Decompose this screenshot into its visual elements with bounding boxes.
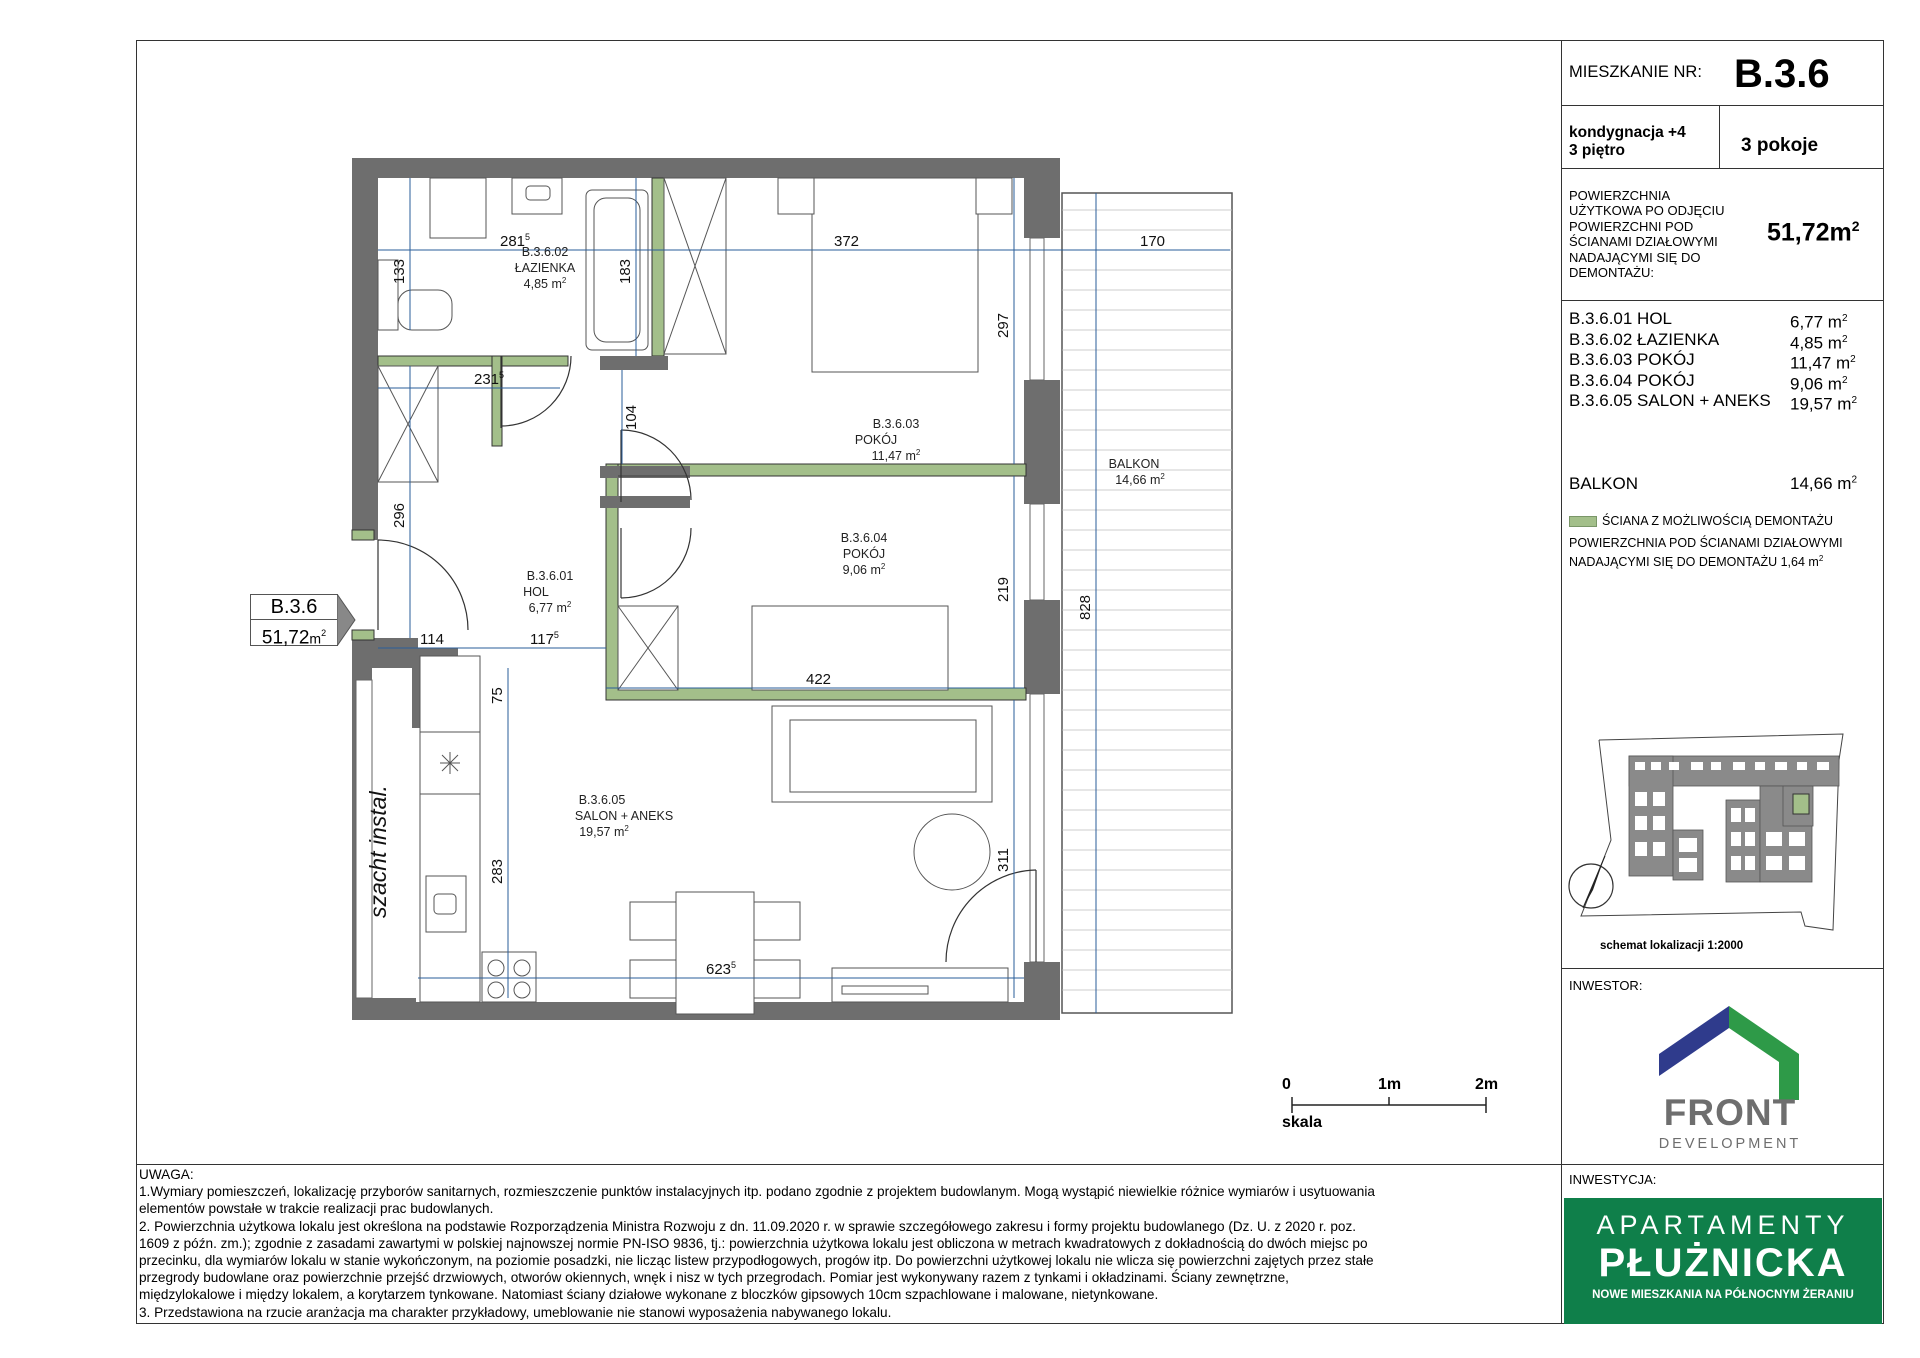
dim-311: 311 [995, 848, 1012, 872]
legend-partition: POWIERZCHNIA POD ŚCIANAMI DZIAŁOWYMI NADAJĄCYMI SIĘ DO DEMONTAŻU 1,64 $m^2$ [1569, 536, 1843, 570]
apartment-label: MIESZKANIE NR: [1569, 63, 1702, 81]
room-id-bathroom: B.3.6.02 [521, 245, 569, 259]
kitchen-counter [420, 656, 536, 1002]
legend-swatch [1569, 516, 1597, 527]
room-row: B.3.6.04 POKÓJ 9,06 $m^2$ [1569, 370, 1848, 394]
room-area-bathroom: 4,85 $m^2$ [523, 276, 567, 291]
note-line: 3. Przedstawiona na rzucie aranżacja ma charakter przykładowy, umeblowanie nie stanowi wyposażenia nabywanego lokalu. [139, 1304, 892, 1320]
room-name-bathroom: ŁAZIENKA [514, 261, 576, 275]
usable-area-value: $51,72m^2$ [1767, 218, 1860, 247]
note-line: przegrody budowlane oraz powierzchnie przejść drzwiowych, otworów okiennych, wnęk i nisz w tych przegrodach. Pomiar jest wykonywany razem z tynkami i okładzinami. Ściany zewnętrzne, [139, 1270, 1289, 1286]
usable-area-line: NADAJĄCYMI SIĘ DO [1569, 249, 1701, 265]
dim-183: 183 [617, 258, 634, 284]
bedroom-2-furniture [618, 606, 948, 690]
dim-297: 297 [995, 312, 1012, 338]
room-area-bedroom1: 11,47 $m^2$ [871, 448, 921, 463]
entry-tag-number: B.3.6 [251, 595, 337, 620]
site-plan-caption: schemat lokalizacji 1:2000 [1600, 940, 1744, 952]
entry-tag-area: $51,72m^2$ [261, 627, 327, 649]
room-area-balcony: 14,66 $m^2$ [1115, 472, 1165, 487]
room-id-hall: B.3.6.01 [526, 569, 574, 583]
investment-line1: APARTAMENTY [1596, 1210, 1850, 1240]
balcony-row: BALKON 14,66 $m^2$ [1569, 474, 1857, 493]
floor-line2: 3 piętro [1569, 142, 1625, 159]
panel-line [1561, 968, 1884, 969]
dim-296: 296 [391, 502, 408, 528]
room-row: B.3.6.05 SALON + ANEKS 19,57 $m^2$ [1569, 391, 1857, 414]
note-line: elementów powstałe w trakcie realizacji prac budowlanych. [139, 1201, 494, 1217]
room-area-bedroom2: 9,06 $m^2$ [842, 562, 886, 577]
scale-label: skala [1282, 1114, 1323, 1131]
usable-area-line: ŚCIANAMI DZIAŁOWYMI [1569, 234, 1718, 250]
legend-wall-label: ŚCIANA Z MOŻLIWOŚCIĄ DEMONTAŻU [1602, 514, 1834, 528]
dim-75: 75 [489, 687, 506, 704]
dim-281: $281^5$ [500, 232, 531, 250]
investor-sub: DEVELOPMENT [1658, 1136, 1802, 1152]
usable-area-line: POWIERZCHNIA [1569, 188, 1671, 203]
room-id-living: B.3.6.05 [578, 793, 626, 807]
scale-tick-1m: 1m [1378, 1076, 1402, 1093]
dim-170: 170 [1140, 233, 1166, 250]
dim-114: 114 [420, 631, 444, 648]
dim-283: 283 [489, 858, 506, 884]
shaft-label: szacht instal. [365, 785, 391, 918]
bathroom-fixtures [378, 178, 726, 482]
panel-line [1561, 1164, 1884, 1165]
dim-231: $231^5$ [474, 370, 505, 388]
floor-info [1569, 124, 1686, 160]
rooms-count: 3 pokoje [1741, 135, 1819, 156]
usable-area-description [1569, 188, 1725, 280]
front-logo-icon [1655, 1000, 1805, 1100]
notes [139, 1166, 1557, 1321]
investment-logo [1564, 1198, 1882, 1324]
investment-label: INWESTYCJA: [1569, 1172, 1657, 1187]
floor-plan [230, 150, 1280, 1030]
entry-tag [250, 594, 338, 649]
room-name-hall: HOL [523, 585, 549, 599]
usable-area-line: UŻYTKOWA PO ODJĘCIU [1569, 203, 1725, 219]
room-list [1569, 309, 1869, 412]
dim-104: 104 [623, 404, 640, 430]
dim-219: 219 [995, 576, 1012, 602]
investment-line2: PŁUŻNICKA [1598, 1241, 1848, 1285]
panel-line [1561, 168, 1884, 169]
panel-line [1719, 105, 1720, 168]
investment-line3: NOWE MIESZKANIA NA PÓŁNOCNYM ŻERANIU [1592, 1289, 1854, 1301]
usable-area-line: POWIERZCHNI POD [1569, 218, 1694, 234]
room-name-bedroom1: POKÓJ [854, 433, 898, 447]
note-line: międzylokalowe i między lokalem, a korytarzem tynkowane. Natomiast ściany działowe wykonane z bloczków gipsowych 10cm szpachlowane i malowane, nietynkowane. [139, 1287, 1159, 1303]
panel-line [1561, 300, 1884, 301]
room-id-bedroom1: B.3.6.03 [872, 417, 920, 431]
note-line: 1.Wymiary pomieszczeń, lokalizację przyborów sanitarnych, rozmieszczenie punktów instalacyjnych itp. podano zgodnie z projektem budowlanym. Mogą wystąpić niewielkie różnice wymiarów i usytuowania [139, 1184, 1375, 1200]
note-line: 1609 z późn. zm.); zgodnie z zasadami zawartymi w polskiej najnowszej normie PN-ISO 9836, tj.: powierzchnia użytkowa lokalu jest obliczona w metrach kwadratowych z dokładnością do dwóch miejsc po [139, 1235, 1368, 1251]
room-name-living: SALON + ANEKS [574, 809, 674, 823]
dim-117: $117^5$ [530, 630, 559, 648]
note-line: przecinku, dla wymiarów lokalu w stanie wykończonym, na poziomie posadzki, nie licząc listew przypodłogowych, progów itp. Do powierzchni użytkowej lokalu nie wlicza się powierzchni zajętych przez stałe [139, 1253, 1374, 1269]
note-line: 2. Powierzchnia użytkowa lokalu jest określona na podstawie Rozporządzenia Ministra Rozwoju z dn. 11.09.2020 r. w sprawie szczegółowego zakresu i formy projektu budowlanego (Dz. U. z 2020 r. poz. [139, 1218, 1357, 1234]
room-name-balcony: BALKON [1108, 457, 1160, 471]
notes-divider [136, 1164, 1561, 1165]
room-row: B.3.6.02 ŁAZIENKA 4,85 $m^2$ [1569, 329, 1848, 353]
living-furniture [630, 706, 1008, 1014]
room-row: B.3.6.03 POKÓJ 11,47 $m^2$ [1569, 350, 1856, 373]
investor-brand: FRONT [1663, 1092, 1797, 1133]
room-row: B.3.6.01 HOL 6,77 $m^2$ [1569, 309, 1848, 332]
panel-divider [1561, 40, 1562, 1324]
room-area-hall: 6,77 $m^2$ [528, 600, 572, 615]
scale-tick-2m: 2m [1475, 1076, 1499, 1093]
usable-area-line: DEMONTAŻU: [1569, 265, 1654, 281]
floor-line1: kondygnacja +4 [1569, 124, 1686, 141]
dim-828: 828 [1077, 594, 1094, 620]
room-id-bedroom2: B.3.6.04 [840, 531, 888, 545]
investor-label: INWESTOR: [1569, 978, 1643, 993]
dim-133: 133 [391, 258, 408, 284]
room-name-bedroom2: POKÓJ [842, 547, 886, 561]
dim-623: $623^5$ [706, 960, 737, 978]
scale-tick-0: 0 [1282, 1076, 1291, 1093]
dim-372: 372 [834, 233, 860, 250]
site-plan-schematic [1561, 730, 1884, 945]
note-line: UWAGA: [139, 1167, 194, 1182]
entry-arrow-icon [337, 594, 357, 646]
apartment-number: B.3.6 [1734, 52, 1830, 96]
room-area-living: 19,57 $m^2$ [579, 824, 629, 839]
north-arrow-icon [1569, 856, 1613, 908]
panel-line [1561, 105, 1884, 106]
dim-422: 422 [806, 671, 832, 688]
bed-1 [778, 178, 1012, 372]
